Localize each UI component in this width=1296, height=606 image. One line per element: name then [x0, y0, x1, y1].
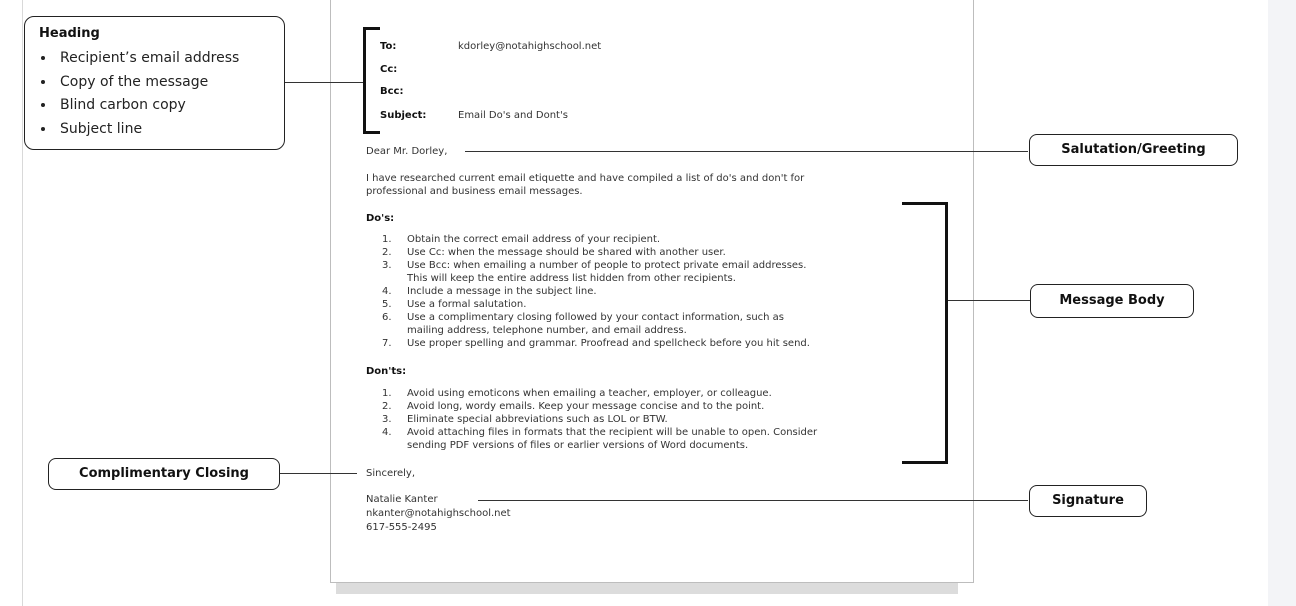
message-body-bracket — [902, 202, 948, 464]
signature-email: nkanter@notahighschool.net — [366, 508, 511, 519]
dos-list — [366, 233, 810, 350]
list-item-text: Avoid attaching files in formats that the recipient will be unable to open. Consider — [407, 427, 818, 438]
signature-callout: Signature — [1029, 485, 1147, 517]
list-item — [366, 298, 810, 311]
list-item-number: 2. — [382, 247, 392, 258]
list-item-text: Use Bcc: when emailing a number of people to protect private email addresses. — [407, 260, 807, 271]
dos-heading: Do's: — [366, 213, 395, 224]
list-item-text: Eliminate special abbreviations such as LOL or BTW. — [407, 414, 668, 425]
list-item — [366, 426, 817, 452]
heading-callout — [24, 16, 285, 150]
list-item-text: This will keep the entire address list hidden from other recipients. — [407, 273, 736, 284]
donts-list — [366, 387, 817, 452]
list-item-number: 2. — [382, 401, 392, 412]
heading-callout-item: Blind carbon copy — [41, 94, 239, 118]
list-item-number: 6. — [382, 312, 392, 323]
subject-label: Subject: — [380, 110, 427, 121]
list-item — [366, 233, 810, 246]
email-document — [330, 0, 974, 583]
heading-bracket — [363, 27, 380, 134]
left-divider — [22, 0, 23, 606]
list-item-text: Obtain the correct email address of your recipient. — [407, 234, 661, 245]
heading-connector — [283, 82, 363, 83]
right-side-panel — [1268, 0, 1296, 606]
bullet-icon — [41, 80, 45, 84]
list-item-number: 4. — [382, 427, 392, 438]
list-item-number: 3. — [382, 414, 392, 425]
list-item-number: 4. — [382, 286, 392, 297]
message-body-connector — [948, 300, 1030, 301]
list-item-text: Avoid using emoticons when emailing a teacher, employer, or colleague. — [407, 388, 772, 399]
message-body-callout: Message Body — [1030, 284, 1194, 318]
intro-line-2: professional and business email messages. — [366, 186, 583, 197]
to-label: To: — [380, 41, 397, 52]
cc-label: Cc: — [380, 64, 398, 75]
bullet-icon — [41, 127, 45, 131]
heading-callout-list — [41, 47, 239, 141]
subject-value: Email Do's and Dont's — [458, 110, 568, 121]
list-item — [366, 413, 817, 426]
list-item — [366, 400, 817, 413]
bcc-label: Bcc: — [380, 86, 404, 97]
list-item — [366, 285, 810, 298]
signature-connector — [478, 500, 1028, 501]
list-item-number: 1. — [382, 234, 392, 245]
to-value: kdorley@notahighschool.net — [458, 41, 602, 52]
closing-callout: Complimentary Closing — [48, 458, 280, 490]
signature-name: Natalie Kanter — [366, 494, 438, 505]
donts-heading: Don'ts: — [366, 366, 407, 377]
list-item-number: 1. — [382, 388, 392, 399]
list-item-text: Use a formal salutation. — [407, 299, 527, 310]
heading-callout-title: Heading — [39, 26, 100, 41]
salutation-callout: Salutation/Greeting — [1029, 134, 1238, 166]
list-item-text: sending PDF versions of files or earlier versions of Word documents. — [407, 440, 749, 451]
signature-phone: 617-555-2495 — [366, 522, 437, 533]
list-item — [366, 311, 810, 337]
list-item-number: 3. — [382, 260, 392, 271]
bullet-icon — [41, 56, 45, 60]
heading-callout-item: Subject line — [41, 118, 239, 142]
list-item-text: mailing address, telephone number, and email address. — [407, 325, 687, 336]
list-item — [366, 246, 810, 259]
bullet-icon — [41, 103, 45, 107]
list-item-number: 7. — [382, 338, 392, 349]
greeting: Dear Mr. Dorley, — [366, 146, 448, 157]
intro-line-1: I have researched current email etiquette and have compiled a list of do's and don't for — [366, 173, 805, 184]
list-item-text: Include a message in the subject line. — [407, 286, 597, 297]
heading-callout-item: Recipient’s email address — [41, 47, 239, 71]
list-item-text: Use proper spelling and grammar. Proofread and spellcheck before you hit send. — [407, 338, 810, 349]
closing-text: Sincerely, — [366, 468, 416, 479]
list-item — [366, 337, 810, 350]
list-item-text: Use a complimentary closing followed by your contact information, such as — [407, 312, 785, 323]
list-item-text: Avoid long, wordy emails. Keep your message concise and to the point. — [407, 401, 765, 412]
list-item — [366, 259, 810, 285]
list-item-number: 5. — [382, 299, 392, 310]
list-item — [366, 387, 817, 400]
closing-connector — [280, 473, 357, 474]
list-item-text: Use Cc: when the message should be shared with another user. — [407, 247, 726, 258]
heading-callout-item: Copy of the message — [41, 71, 239, 95]
salutation-connector — [465, 151, 1028, 152]
